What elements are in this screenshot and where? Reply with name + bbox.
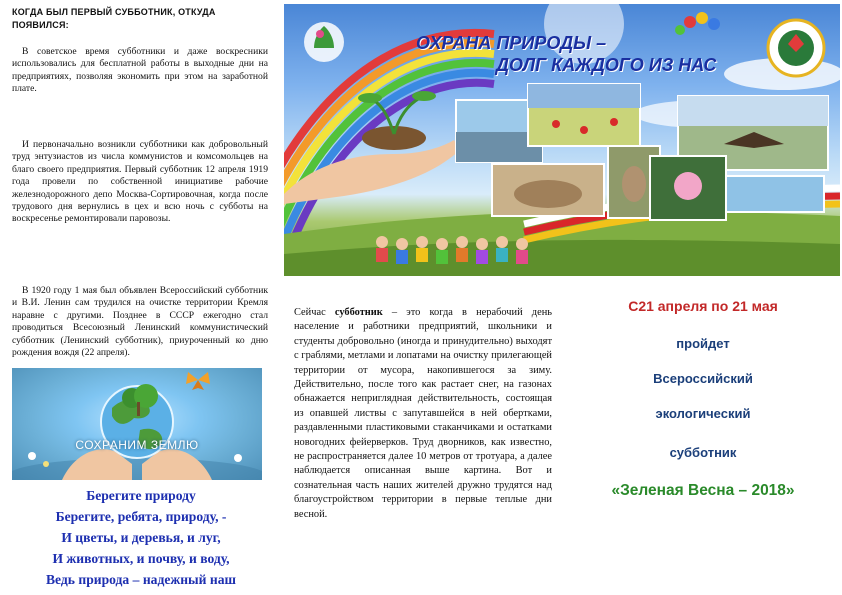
event-dates: С21 апреля по 21 мая — [628, 298, 778, 314]
paragraph-text: В советское время субботники и даже воскресники использовались для бесплатной работы в выходные дни на предприятиях, позволяя экономить при этом на заработной плате. — [12, 46, 268, 95]
event-line-2: Всероссийский — [653, 371, 753, 386]
paragraph-text: В 1920 году 1 мая был объявлен Всероссийский субботник и В.И. Ленин сам трудился на очистке территории Кремля наравне с другими. Позднее в СССР ежегодно стал проводиться Всесоюзный Ленинский коммунистический субботник (Ленинский субботник), приуроченный ко дню рождения вождя (22 апреля). — [12, 285, 268, 359]
poem-line: И животных, и почву, и воду, — [52, 551, 230, 566]
paragraph-text: И первоначально возникли субботники как добровольный труд энтузиастов из числа коммунистов и комсомольцев на благо своего предприятия. Первый субботник 12 апреля 1919 года провели по собственной инициативе рабочие железнодорожного депо Москва-Сортировочная, когда после трудового дня вернулись в цех и всю ночь с субботы на воскресенье ремонтировали паровозы. — [12, 139, 268, 225]
paragraph-1920 — [12, 285, 268, 359]
event-line-3: экологический — [655, 406, 751, 421]
save-earth-image — [12, 368, 262, 480]
paragraph-origin — [12, 139, 268, 226]
banner-image — [284, 4, 840, 276]
save-earth-caption: СОХРАНИМ ЗЕМЛЮ — [75, 438, 199, 452]
globe-in-hands-illustration — [12, 368, 262, 480]
event-line-4: субботник — [669, 445, 737, 460]
poem — [10, 485, 272, 590]
poem-line: Берегите, ребята, природу, - — [55, 509, 227, 524]
section-heading: КОГДА БЫЛ ПЕРВЫЙ СУББОТНИК, ОТКУДА ПОЯВИЛСЯ: — [12, 7, 216, 30]
definition-lead: Сейчас — [294, 307, 335, 318]
definition-text: – это когда в нерабочий день население и работники предприятий, школьники и студенты добровольно (иногда и принудительно) выходят с граблями, метлами и лопатами на очистку прилегающей территории от мусора, накопившегося за зиму. Действительно, после того как растает снег, на газонах обнажается неприглядная действительность, состоящая из опавшей листвы с запутавшейся в ней обертками, раздавленными пластиковыми стаканчиками и остатками новогодних фейерверков. Труд дворников, как известно, не распространяется далее 10 метров от тротуара, а далее наблюдается описанная выше картина. Вот и сознательная часть наших жителей дружно трудятся над благоустройством территории в первые теплые дни весной. — [294, 307, 552, 520]
paragraph-soviet-era — [12, 46, 268, 96]
poem-line: И цветы, и деревья, и луг, — [61, 530, 221, 545]
event-line-1: пройдет — [676, 336, 730, 351]
banner-title-line2: ДОЛГ КАЖДОГО ИЗ НАС — [496, 55, 717, 75]
banner-title-line1: ОХРАНА ПРИРОДЫ – — [416, 33, 607, 53]
definition-term: субботник — [334, 307, 383, 318]
poem-line: Ведь природа – надежный наш — [45, 572, 237, 587]
event-name: «Зеленая Весна – 2018» — [611, 482, 795, 499]
subbotnik-definition — [294, 306, 552, 522]
poem-title: Берегите природу — [86, 488, 196, 503]
